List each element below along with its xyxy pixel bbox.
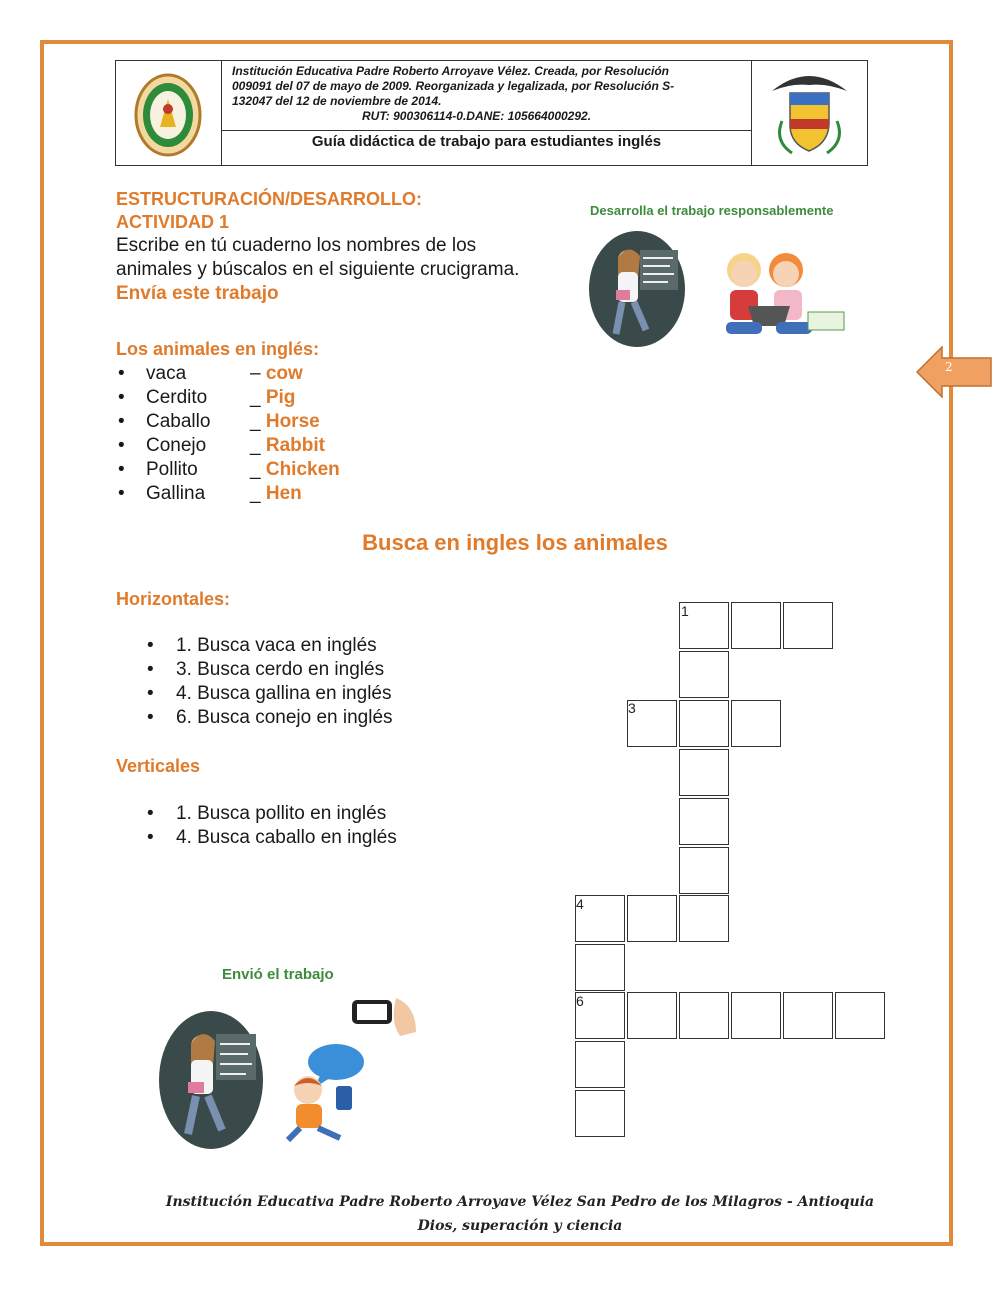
animal-english: Rabbit bbox=[265, 435, 325, 456]
animal-english: Chicken bbox=[265, 459, 340, 480]
page-number-badge bbox=[916, 346, 992, 398]
list-item: • 3. Busca cerdo en inglés bbox=[146, 658, 393, 682]
crossword-cell[interactable] bbox=[627, 895, 677, 942]
boy-tablet-illustration bbox=[280, 1040, 370, 1146]
school-seal-icon bbox=[116, 61, 221, 165]
list-item: • 4. Busca gallina en inglés bbox=[146, 682, 393, 706]
separator: _ bbox=[250, 387, 266, 408]
animals-list bbox=[116, 362, 340, 506]
separator: _ bbox=[250, 483, 266, 504]
activity-title: ACTIVIDAD 1 bbox=[116, 212, 230, 232]
animal-spanish: Caballo bbox=[146, 411, 211, 432]
list-item bbox=[116, 458, 340, 482]
crossword-title: Busca en ingles los animales bbox=[362, 530, 668, 555]
list-item: • 1. Busca vaca en inglés bbox=[146, 634, 393, 658]
document-header bbox=[115, 60, 868, 166]
animals-title: Los animales en inglés: bbox=[116, 339, 320, 359]
kids-laptop-illustration bbox=[712, 246, 852, 346]
header-divider bbox=[221, 130, 752, 131]
animal-spanish: Gallina bbox=[146, 483, 206, 504]
separator: _ bbox=[250, 435, 266, 456]
teacher-illustration bbox=[588, 230, 686, 348]
crossword-cell[interactable] bbox=[679, 749, 729, 796]
crossword-cell[interactable] bbox=[575, 1041, 625, 1088]
crossword-cell[interactable] bbox=[679, 992, 729, 1039]
coat-of-arms-icon bbox=[752, 61, 867, 165]
instructions-text: Escribe en tú cuaderno los nombres de los animales y búscalos en el siguiente crucigrama. bbox=[116, 235, 520, 280]
separator: – bbox=[250, 363, 266, 384]
list-item bbox=[116, 410, 340, 434]
teacher-illustration bbox=[158, 1010, 264, 1150]
crossword-cell[interactable] bbox=[679, 895, 729, 942]
list-item: • 1. Busca pollito en inglés bbox=[146, 802, 397, 826]
crossword-cell[interactable] bbox=[783, 602, 833, 649]
responsible-label: Desarrolla el trabajo responsablemente bbox=[590, 203, 834, 218]
crossword-cell[interactable] bbox=[575, 944, 625, 991]
list-item bbox=[116, 434, 340, 458]
section-title-line: ESTRUCTURACIÓN/DESARROLLO: bbox=[116, 189, 422, 209]
phone-in-hand-illustration bbox=[350, 992, 420, 1042]
instructions bbox=[116, 234, 536, 306]
animal-english: cow bbox=[265, 363, 303, 384]
guide-title: Guía didáctica de trabajo para estudiantes inglés bbox=[311, 133, 662, 150]
rut-dane: RUT: 900306114-0.DANE: 105664000292. bbox=[362, 109, 592, 123]
list-item bbox=[116, 362, 340, 386]
crossword-cell[interactable] bbox=[575, 1090, 625, 1137]
institution-text bbox=[232, 64, 737, 124]
separator: _ bbox=[250, 411, 266, 432]
animal-spanish: Cerdito bbox=[146, 387, 208, 408]
institution-line: Institución Educativa Padre Roberto Arroyave Vélez. Creada, por Resolución bbox=[232, 64, 670, 78]
crossword-cell[interactable] bbox=[731, 602, 781, 649]
horizontal-clues bbox=[146, 634, 393, 730]
institution-line: 132047 del 12 de noviembre de 2014. bbox=[232, 94, 442, 108]
crossword-cell[interactable] bbox=[731, 992, 781, 1039]
arrow-left-icon bbox=[916, 346, 992, 398]
crossword-cell[interactable] bbox=[679, 847, 729, 894]
crossword-number: 1 bbox=[681, 603, 689, 619]
instructions-highlight: Envía este trabajo bbox=[116, 283, 279, 304]
vertical-clues bbox=[146, 802, 397, 850]
animal-spanish: Conejo bbox=[146, 435, 207, 456]
list-item: • 6. Busca conejo en inglés bbox=[146, 706, 393, 730]
institution-line: 009091 del 07 de mayo de 2009. Reorganizada y legalizada, por Resolución S- bbox=[232, 79, 675, 93]
crossword-cell[interactable] bbox=[783, 992, 833, 1039]
crossword-cell[interactable] bbox=[731, 700, 781, 747]
animal-spanish: Pollito bbox=[146, 459, 198, 480]
crossword-number: 3 bbox=[628, 700, 636, 716]
list-item bbox=[116, 386, 340, 410]
school-logo-cell bbox=[116, 61, 222, 165]
sent-label: Envió el trabajo bbox=[222, 966, 334, 983]
separator: _ bbox=[250, 459, 266, 480]
crossword-cell[interactable] bbox=[679, 798, 729, 845]
page-number: 2 bbox=[945, 360, 953, 374]
horizontal-title: Horizontales: bbox=[116, 589, 231, 609]
animal-english: Hen bbox=[265, 483, 302, 504]
footer-text: Institución Educativa Padre Roberto Arroyave Vélez San Pedro de los Milagros - Antioquia Dios, superación y ciencia bbox=[165, 1194, 875, 1234]
animal-spanish: vaca bbox=[146, 363, 187, 384]
list-item bbox=[116, 482, 340, 506]
crossword-number: 4 bbox=[576, 896, 584, 912]
animal-english: Pig bbox=[265, 387, 296, 408]
section-title bbox=[116, 188, 422, 234]
vertical-title: Verticales bbox=[116, 756, 201, 776]
coat-of-arms-cell bbox=[751, 61, 867, 165]
crossword-number: 6 bbox=[576, 993, 584, 1009]
animal-english: Horse bbox=[265, 411, 320, 432]
crossword-cell[interactable] bbox=[835, 992, 885, 1039]
list-item: • 4. Busca caballo en inglés bbox=[146, 826, 397, 850]
crossword-cell[interactable] bbox=[679, 651, 729, 698]
crossword-cell[interactable] bbox=[627, 992, 677, 1039]
crossword-cell[interactable] bbox=[679, 700, 729, 747]
